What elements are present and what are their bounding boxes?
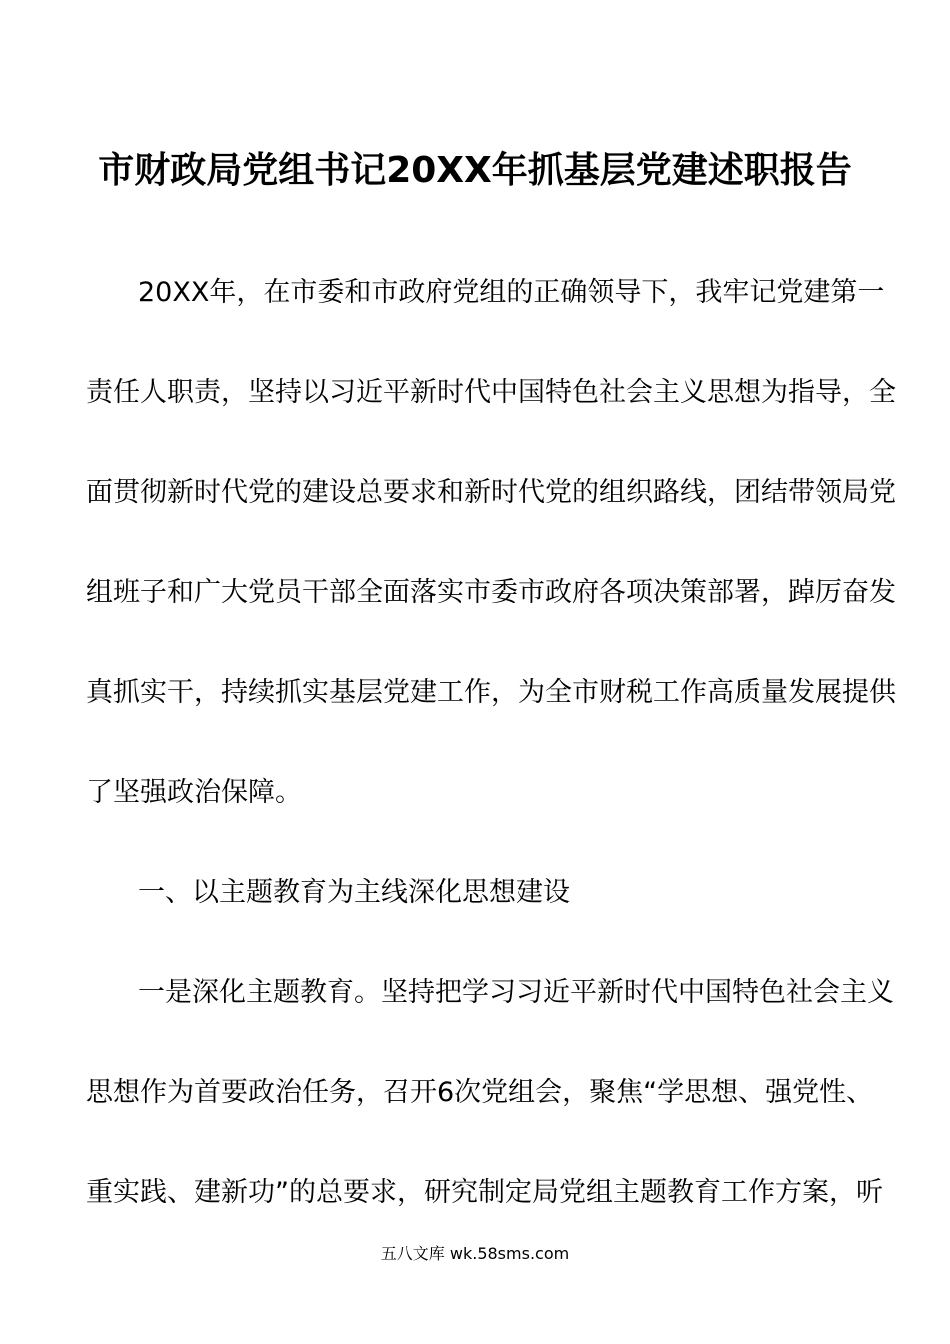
paragraph-line: 20XX年，在市委和市政府党组的正确领导下，我牢记党建第一 — [138, 277, 885, 308]
paragraph-line: 责任人职责，坚持以习近平新时代中国特色社会主义思想为指导，全 — [86, 377, 896, 408]
paragraph-line: 面贯彻新时代党的建设总要求和新时代党的组织路线，团结带领局党 — [86, 477, 896, 508]
footer-watermark: 五八文库 wk.58sms.com — [380, 1244, 570, 1263]
paragraph-line: 了坚强政治保障。 — [86, 777, 302, 808]
paragraph-line: 思想作为首要政治任务，召开6次党组会，聚焦“学思想、强党性、 — [86, 1077, 874, 1108]
document-title: 市财政局党组书记20XX年抓基层党建述职报告 — [98, 150, 852, 191]
section-heading: 一、以主题教育为主线深化思想建设 — [138, 877, 570, 908]
paragraph-line: 重实践、建新功”的总要求，研究制定局党组主题教育工作方案，听 — [86, 1177, 883, 1208]
document-body — [86, 243, 896, 1243]
paragraph-line: 真抓实干，持续抓实基层党建工作，为全市财税工作高质量发展提供 — [86, 677, 896, 708]
paragraph-line: 组班子和广大党员干部全面落实市委市政府各项决策部署，踔厉奋发 — [86, 577, 896, 608]
paragraph-line: 一是深化主题教育。坚持把学习习近平新时代中国特色社会主义 — [138, 977, 894, 1008]
